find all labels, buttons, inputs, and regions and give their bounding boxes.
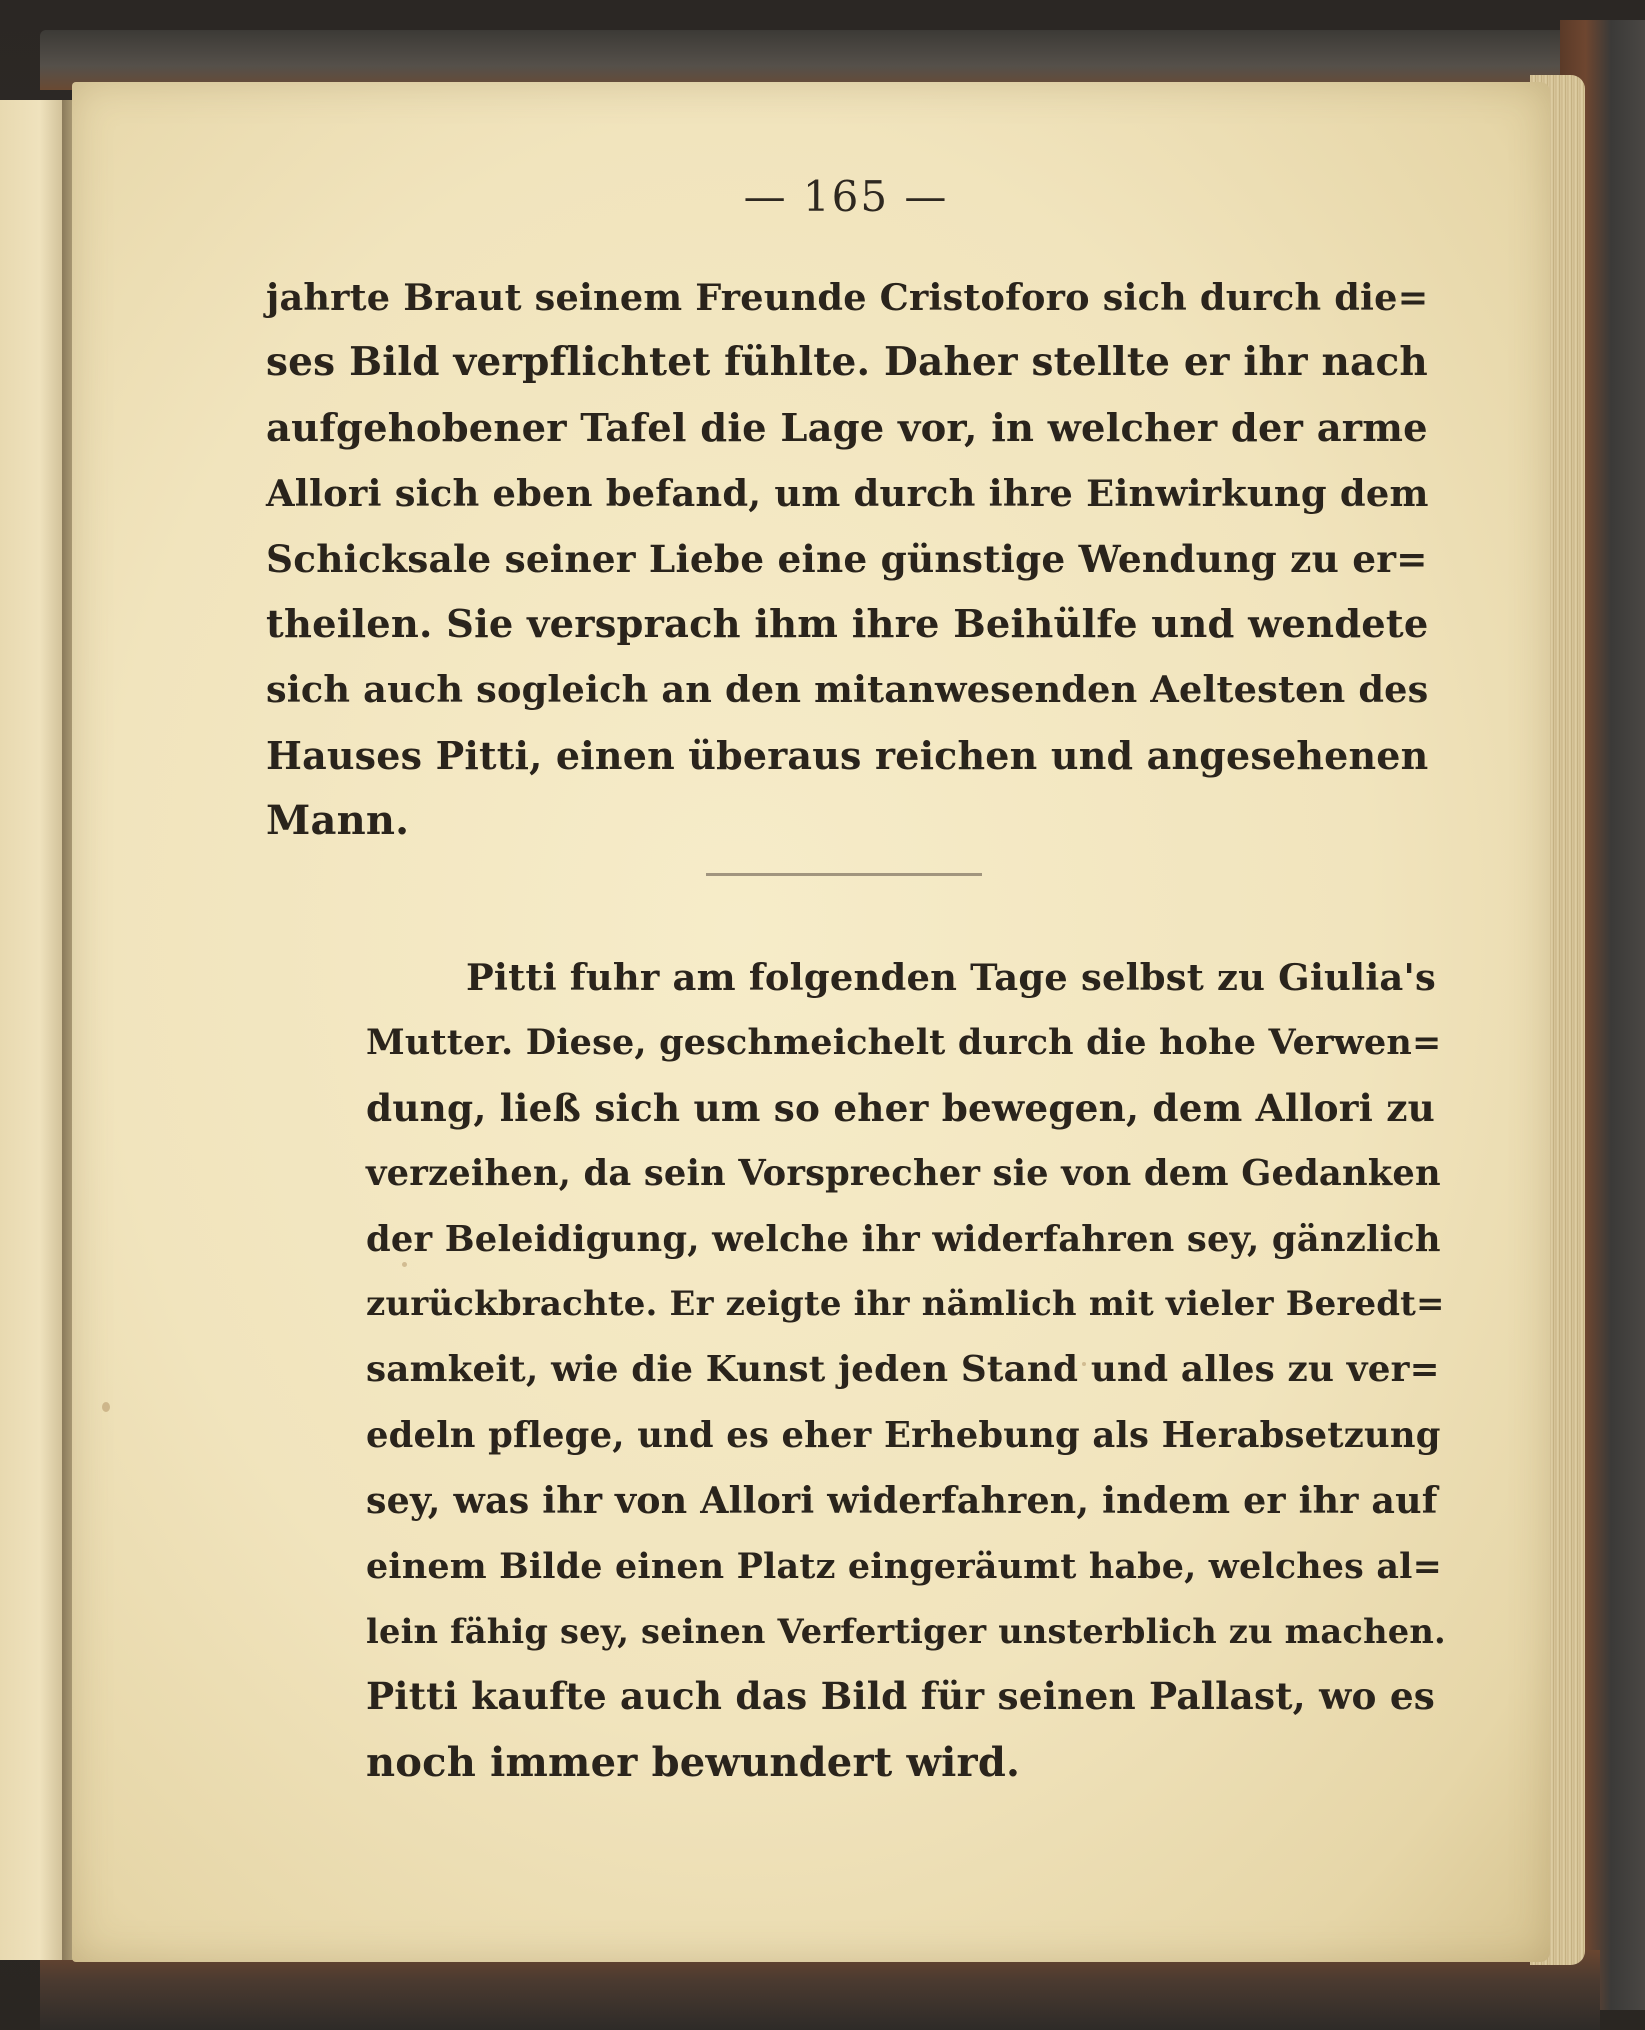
text-line: jahrte Braut seinem Freunde Cristoforo sich durch die= bbox=[266, 276, 1429, 319]
text-line: edeln pflege, und es eher Erhebung als Herabsetzung bbox=[366, 1414, 1441, 1456]
text-line: theilen. Sie versprach ihm ihre Beihülfe und wendete bbox=[266, 602, 1429, 648]
foxing-spot bbox=[102, 1402, 110, 1412]
text-line: Pitti fuhr am folgenden Tage selbst zu Giulia's bbox=[466, 955, 1436, 999]
text-line: Hauses Pitti, einen überaus reichen und angesehenen bbox=[266, 732, 1429, 778]
text-line: Mutter. Diese, geschmeichelt durch die hohe Verwen= bbox=[366, 1022, 1442, 1064]
text-line: ses Bild verpflichtet fühlte. Daher stellte er ihr nach bbox=[266, 339, 1428, 386]
text-line: verzeihen, da sein Vorsprecher sie von dem Gedanken bbox=[366, 1153, 1441, 1195]
text-line: dung, ließ sich um so eher bewegen, dem Allori zu bbox=[366, 1085, 1435, 1130]
text-line: Schicksale seiner Liebe eine günstige Wendung zu er= bbox=[266, 536, 1428, 581]
book-cover-top bbox=[40, 30, 1580, 90]
text-line: samkeit, wie die Kunst jeden Stand und alles zu ver= bbox=[366, 1348, 1440, 1391]
text-line: lein fähig sey, seinen Verfertiger unsterblich zu machen. bbox=[366, 1611, 1446, 1652]
text-line: sey, was ihr von Allori widerfahren, indem er ihr auf bbox=[366, 1479, 1438, 1523]
page-number: — 165 — bbox=[743, 172, 949, 221]
paragraph-1 bbox=[266, 265, 1428, 854]
text-line: einem Bilde einen Platz eingeräumt habe, welches al= bbox=[366, 1545, 1442, 1587]
text-line: Allori sich eben befand, um durch ihre Einwirkung dem bbox=[266, 471, 1429, 516]
text-line: aufgehobener Tafel die Lage vor, in welcher der arme bbox=[266, 405, 1428, 451]
text-line: sich auch sogleich an den mitanwesenden Aeltesten des bbox=[266, 668, 1429, 712]
paragraph-2 bbox=[266, 945, 1446, 1795]
section-separator bbox=[706, 873, 982, 876]
left-facing-page bbox=[0, 100, 66, 1960]
text-line: noch immer bewundert wird. bbox=[366, 1738, 1021, 1786]
text-line: Pitti kaufte auch das Bild für seinen Pallast, wo es bbox=[366, 1674, 1436, 1719]
text-line: Mann. bbox=[266, 797, 410, 845]
text-line: zurückbrachte. Er zeigte ihr nämlich mit vieler Beredt= bbox=[366, 1284, 1445, 1325]
book-cover-bottom bbox=[40, 1950, 1600, 2030]
text-line: der Beleidigung, welche ihr widerfahren sey, gänzlich bbox=[366, 1218, 1441, 1260]
